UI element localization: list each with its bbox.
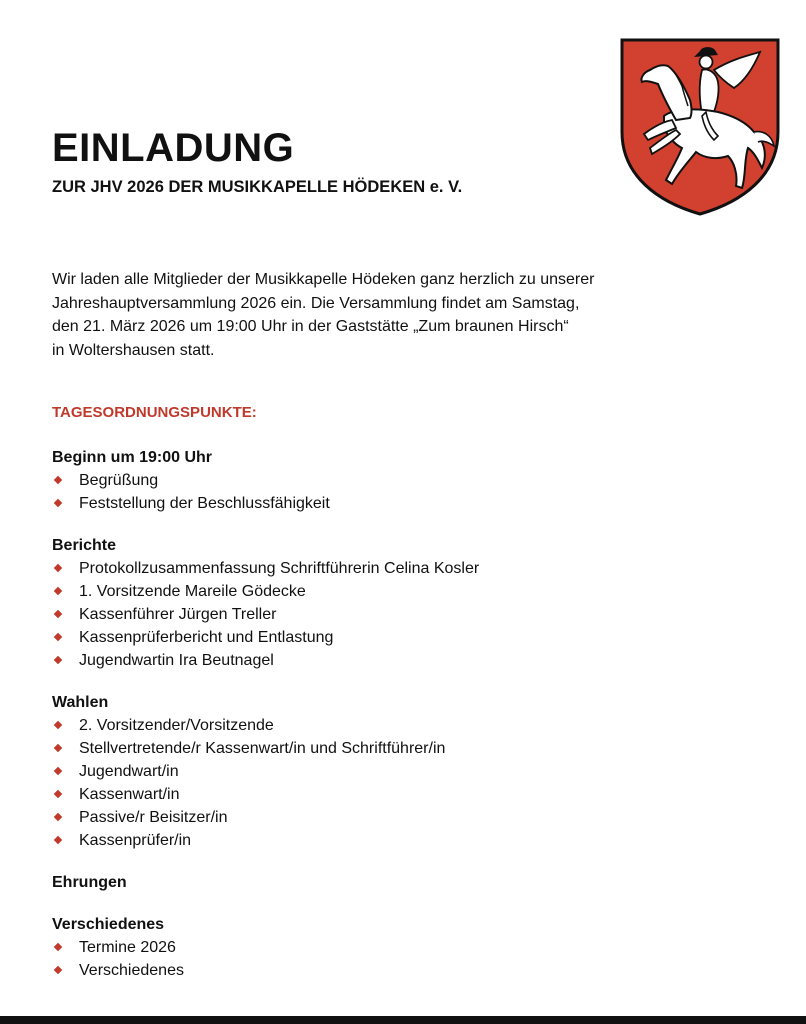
agenda-section: [52, 446, 752, 515]
agenda-item-text: Feststellung der Beschlussfähigkeit: [79, 495, 330, 512]
intro-line: in Woltershausen statt.: [52, 341, 215, 359]
agenda-section-heading: Ehrungen: [52, 874, 127, 891]
bullet-diamond-icon: [54, 966, 62, 974]
bottom-border: [0, 1016, 806, 1024]
agenda-section: [52, 913, 752, 982]
agenda-item: [52, 737, 752, 760]
agenda-section: [52, 871, 752, 894]
agenda-item-text: Kassenprüfer/in: [79, 832, 192, 849]
agenda-item: [52, 492, 752, 515]
bullet-diamond-icon: [54, 656, 62, 664]
agenda-item-text: Stellvertretende/r Kassenwart/in und Schriftführer/in: [79, 740, 446, 757]
agenda-item: [52, 603, 752, 626]
agenda-item-text: Passive/r Beisitzer/in: [79, 809, 228, 826]
agenda-list: [52, 446, 752, 1001]
agenda-section: [52, 691, 752, 852]
agenda-section-heading: Wahlen: [52, 694, 109, 711]
bullet-diamond-icon: [54, 721, 62, 729]
agenda-item-text: Begrüßung: [79, 472, 159, 489]
agenda-item-text: 1. Vorsitzende Mareile Gödecke: [79, 583, 306, 600]
agenda-item-list: [52, 557, 752, 672]
bullet-diamond-icon: [54, 943, 62, 951]
agenda-item: [52, 936, 752, 959]
agenda-item-list: [52, 936, 752, 982]
bullet-diamond-icon: [54, 587, 62, 595]
agenda-item-text: Verschiedenes: [79, 962, 184, 979]
agenda-item: [52, 626, 752, 649]
agenda-item-text: Protokollzusammenfassung Schriftführerin Celina Kosler: [79, 560, 480, 577]
bullet-diamond-icon: [54, 767, 62, 775]
agenda-item-text: 2. Vorsitzender/Vorsitzende: [79, 717, 274, 734]
agenda-item-text: Jugendwart/in: [79, 763, 179, 780]
agenda-item: [52, 469, 752, 492]
agenda-item: [52, 714, 752, 737]
agenda-section: [52, 534, 752, 672]
bullet-diamond-icon: [54, 633, 62, 641]
agenda-item-text: Jugendwartin Ira Beutnagel: [79, 652, 274, 669]
coat-of-arms-horse-rider-icon: [618, 36, 782, 218]
page-title: EINLADUNG: [52, 126, 295, 170]
agenda-item: [52, 760, 752, 783]
agenda-section-heading: Verschiedenes: [52, 916, 165, 933]
agenda-item: [52, 783, 752, 806]
agenda-title: TAGESORDNUNGSPUNKTE:: [52, 404, 257, 421]
agenda-section-heading: Beginn um 19:00 Uhr: [52, 449, 213, 466]
agenda-item-text: Termine 2026: [79, 939, 176, 956]
intro-paragraph: [52, 268, 652, 362]
agenda-item-list: [52, 714, 752, 852]
bullet-diamond-icon: [54, 476, 62, 484]
bullet-diamond-icon: [54, 744, 62, 752]
intro-line: Jahreshauptversammlung 2026 ein. Die Versammlung findet am Samstag,: [52, 294, 580, 312]
intro-line: den 21. März 2026 um 19:00 Uhr in der Gaststätte „Zum braunen Hirsch“: [52, 318, 569, 335]
bullet-diamond-icon: [54, 790, 62, 798]
agenda-item: [52, 829, 752, 852]
agenda-item-text: Kassenprüferbericht und Entlastung: [79, 629, 334, 646]
bullet-diamond-icon: [54, 610, 62, 618]
bullet-diamond-icon: [54, 813, 62, 821]
bullet-diamond-icon: [54, 836, 62, 844]
agenda-item-text: Kassenführer Jürgen Treller: [79, 606, 277, 623]
agenda-section-heading: Berichte: [52, 537, 117, 554]
agenda-item: [52, 649, 752, 672]
page-subtitle: ZUR JHV 2026 DER MUSIKKAPELLE HÖDEKEN e. V.: [52, 178, 463, 196]
agenda-item: [52, 580, 752, 603]
agenda-item: [52, 557, 752, 580]
agenda-item-text: Kassenwart/in: [79, 786, 180, 803]
bullet-diamond-icon: [54, 564, 62, 572]
agenda-item: [52, 806, 752, 829]
bullet-diamond-icon: [54, 499, 62, 507]
agenda-item: [52, 959, 752, 982]
intro-line: Wir laden alle Mitglieder der Musikkapelle Hödeken ganz herzlich zu unserer: [52, 271, 595, 288]
agenda-item-list: [52, 469, 752, 515]
